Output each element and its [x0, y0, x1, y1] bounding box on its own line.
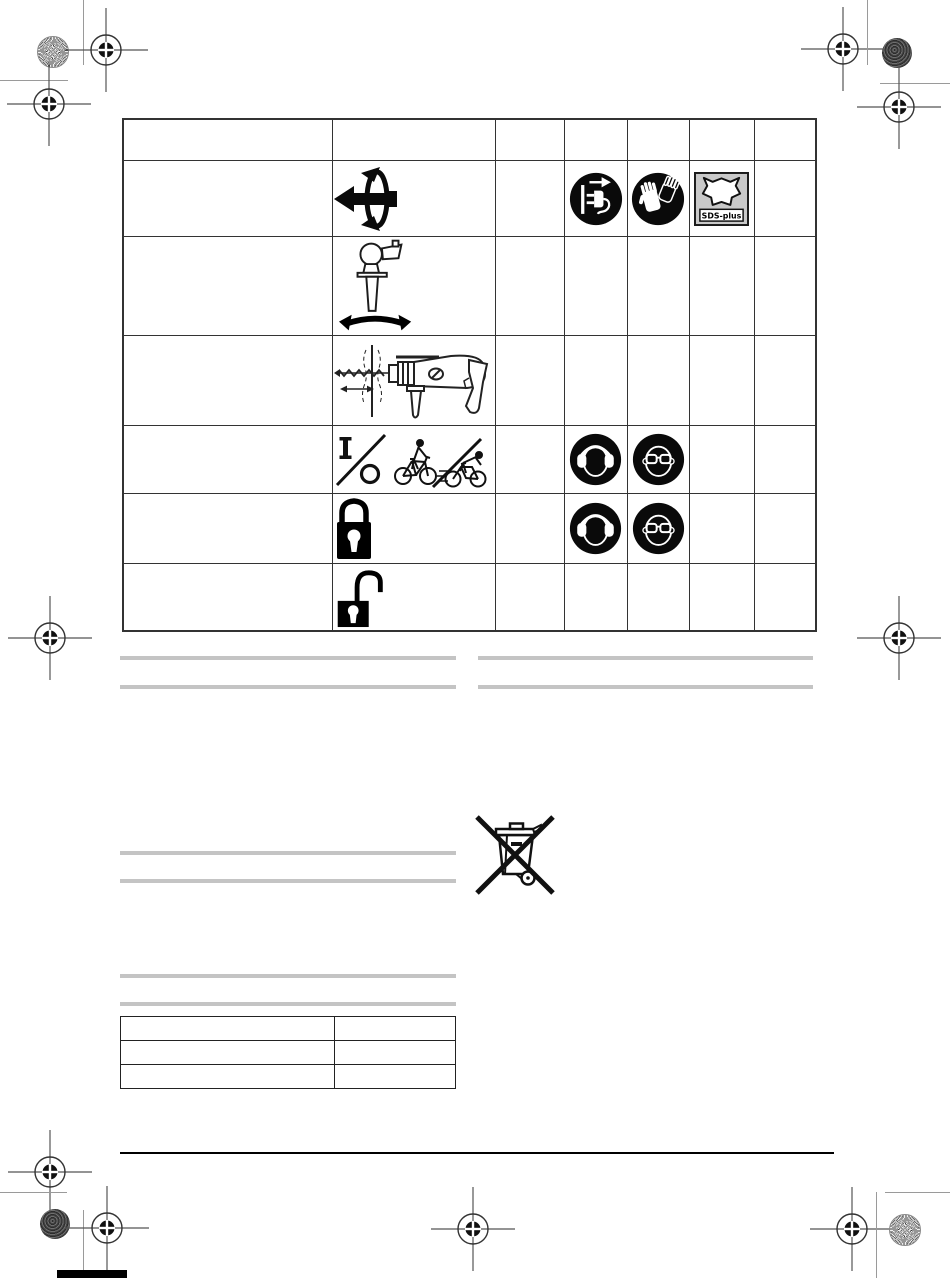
- disconnect-mains-plug-icon: [569, 172, 623, 226]
- section-divider-bar: [120, 879, 456, 883]
- table-cell: [564, 161, 627, 237]
- table-cell: [689, 119, 754, 161]
- padlock-closed-icon: [336, 498, 372, 560]
- table-header-row: [123, 119, 816, 161]
- table-cell: [564, 426, 627, 494]
- table-cell: [627, 336, 689, 426]
- table-cell: [332, 119, 495, 161]
- table-cell: [123, 426, 332, 494]
- section-divider-bar: [478, 685, 813, 689]
- table-cell: [121, 1041, 335, 1065]
- table-cell: [564, 119, 627, 161]
- section-divider-bar: [120, 1002, 456, 1006]
- table-cell: [627, 426, 689, 494]
- table-row: [123, 564, 816, 632]
- table-cell: [627, 494, 689, 564]
- registration-crosshair-mark: [431, 1187, 515, 1271]
- table-cell: [689, 494, 754, 564]
- drilling-depth-stop-icon: [333, 342, 493, 420]
- table-row: [123, 336, 816, 426]
- table-cell: [689, 237, 754, 336]
- wear-eye-protection-icon: [632, 433, 685, 486]
- table-cell: [121, 1065, 335, 1089]
- table-cell: [564, 494, 627, 564]
- section-divider-bar: [478, 656, 813, 660]
- table-row: [123, 161, 816, 237]
- table-cell: [332, 494, 495, 564]
- table-cell: [627, 119, 689, 161]
- table-cell: [495, 119, 564, 161]
- spec-table: [120, 1016, 456, 1089]
- wear-eye-protection-icon: [632, 502, 685, 555]
- wear-protective-gloves-icon: [631, 172, 685, 226]
- table-cell: [123, 494, 332, 564]
- trim-line-vertical: [867, 0, 868, 65]
- table-cell: [754, 237, 816, 336]
- table-cell: [754, 336, 816, 426]
- table-cell: [121, 1017, 335, 1041]
- table-cell: [689, 161, 754, 237]
- table-cell: [335, 1017, 456, 1041]
- table-cell: [332, 564, 495, 632]
- table-cell: [495, 426, 564, 494]
- table-cell: [332, 336, 495, 426]
- sds-bit-insert-rotation-icon: [333, 167, 399, 231]
- pictogram-table-container: [122, 118, 817, 632]
- table-cell: [335, 1041, 456, 1065]
- sds-plus-badge: [694, 172, 749, 226]
- on-off-switch-speed-icon: [333, 431, 491, 489]
- pictogram-table: [122, 118, 817, 632]
- table-cell: [495, 564, 564, 632]
- table-cell: [123, 237, 332, 336]
- print-calibration-bar: [57, 1270, 127, 1278]
- table-cell: [627, 237, 689, 336]
- sds-plus-label: SDS-plus: [701, 211, 742, 221]
- table-cell: [332, 426, 495, 494]
- registration-crosshair-mark: [857, 65, 941, 149]
- table-cell: [332, 237, 495, 336]
- auxiliary-handle-swivel-icon: [339, 239, 417, 333]
- table-cell: [335, 1065, 456, 1089]
- padlock-open-icon: [336, 566, 384, 628]
- table-cell: [495, 237, 564, 336]
- section-divider-bar: [120, 685, 456, 689]
- trim-line-horizontal: [885, 1192, 950, 1193]
- table-cell: [564, 564, 627, 632]
- table-cell: [123, 161, 332, 237]
- starburst-mark: [889, 1214, 921, 1246]
- trim-line-horizontal: [0, 1192, 67, 1193]
- wear-ear-protection-icon: [569, 433, 622, 486]
- table-row: [121, 1041, 456, 1065]
- table-row: [121, 1017, 456, 1041]
- footer-rule: [120, 1152, 834, 1154]
- trim-line-vertical: [876, 1192, 877, 1278]
- table-cell: [754, 494, 816, 564]
- table-cell: [689, 564, 754, 632]
- table-cell: [495, 494, 564, 564]
- spec-table-container: [120, 1016, 456, 1089]
- weee-crossed-out-wheelie-bin-icon: [470, 808, 560, 900]
- table-row: [123, 237, 816, 336]
- wear-ear-protection-icon: [569, 502, 622, 555]
- registration-crosshair-mark: [810, 1187, 894, 1271]
- section-divider-bar: [120, 974, 456, 978]
- table-cell: [689, 336, 754, 426]
- weee-disposal-symbol: [470, 808, 560, 904]
- table-cell: [627, 564, 689, 632]
- registration-crosshair-mark: [8, 596, 92, 680]
- table-cell: [627, 161, 689, 237]
- table-cell: [564, 336, 627, 426]
- section-divider-bar: [120, 656, 456, 660]
- table-row: [123, 426, 816, 494]
- table-cell: [495, 336, 564, 426]
- table-cell: [754, 564, 816, 632]
- registration-crosshair-mark: [65, 1186, 149, 1270]
- registration-crosshair-mark: [857, 596, 941, 680]
- slow-bicycle-icon: [395, 440, 436, 484]
- table-cell: [495, 161, 564, 237]
- registration-crosshair-mark: [7, 62, 91, 146]
- table-cell: [564, 237, 627, 336]
- table-cell: [754, 161, 816, 237]
- table-row: [123, 494, 816, 564]
- halftone-dot-mark: [882, 38, 912, 68]
- table-cell: [123, 564, 332, 632]
- table-cell: [754, 426, 816, 494]
- table-row: [121, 1065, 456, 1089]
- section-divider-bar: [120, 851, 456, 855]
- table-cell: [123, 336, 332, 426]
- table-cell: [754, 119, 816, 161]
- table-cell: [123, 119, 332, 161]
- table-cell: [689, 426, 754, 494]
- table-cell: [332, 161, 495, 237]
